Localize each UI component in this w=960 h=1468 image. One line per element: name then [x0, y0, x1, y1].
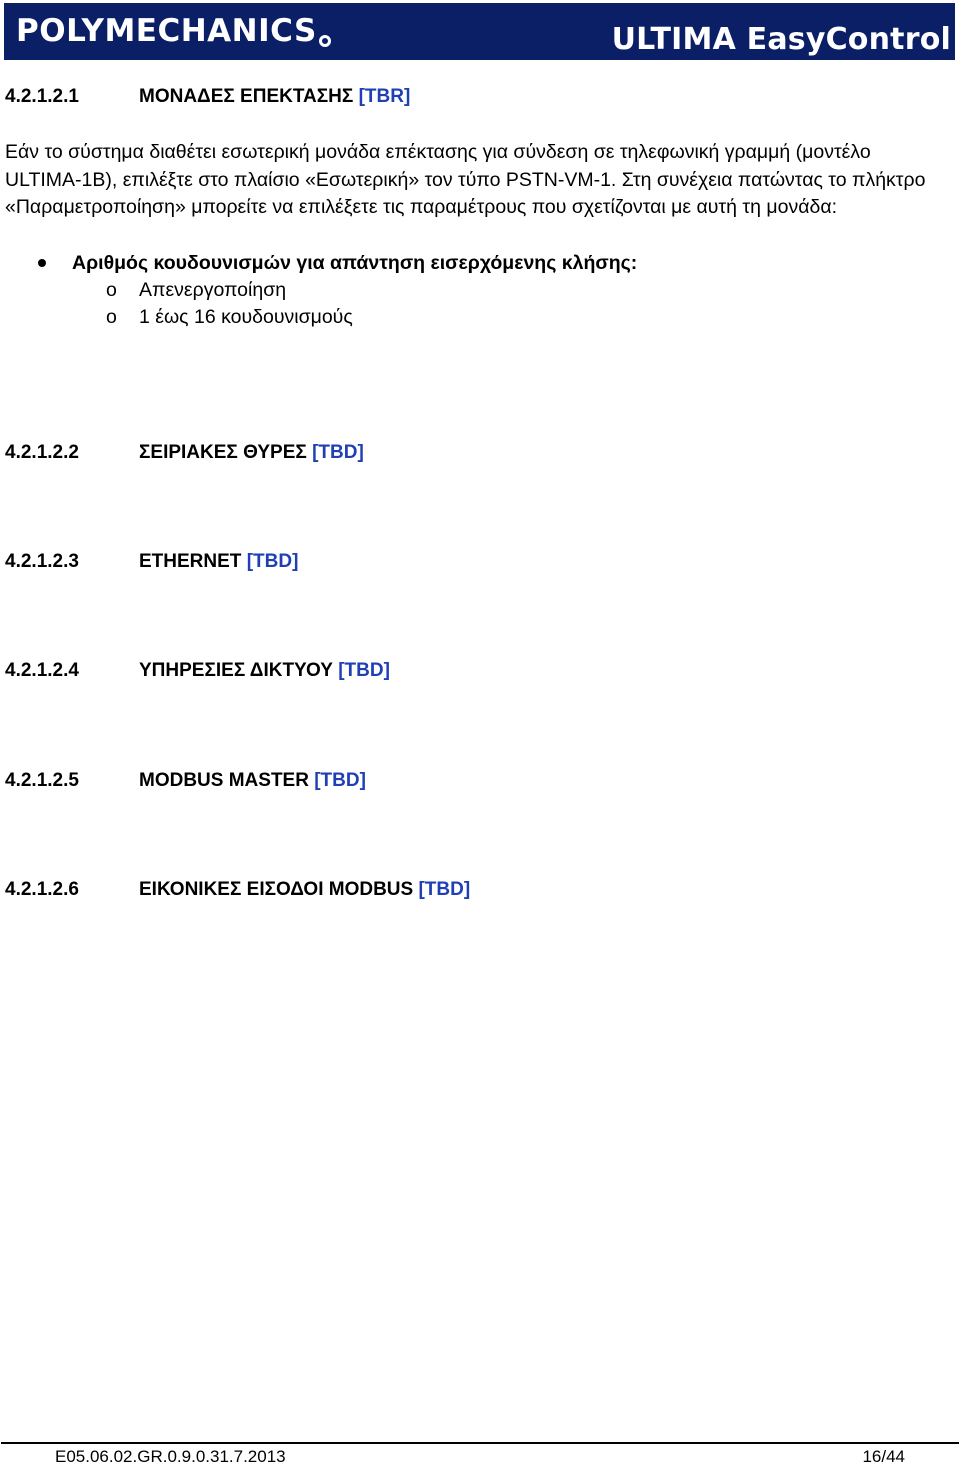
document-code: E05.06.02.GR.0.9.0.31.7.2013: [55, 1447, 286, 1466]
footer-divider: [1, 1442, 959, 1444]
sub-list-item: [106, 277, 286, 304]
section-heading: [5, 659, 390, 683]
section-title: MODBUS MASTER: [139, 770, 315, 791]
section-heading: [5, 441, 364, 465]
page-number: 16/44: [862, 1447, 905, 1466]
section-heading: [5, 878, 470, 902]
section-heading: [5, 85, 410, 109]
section-number: 4.2.1.2.5: [5, 770, 79, 791]
logo-mark-icon: [319, 35, 331, 47]
circle-bullet-icon: o: [106, 306, 117, 328]
section-number: 4.2.1.2.2: [5, 442, 79, 463]
section-title: ETHERNET: [139, 551, 247, 572]
section-tag: [TBD]: [312, 442, 364, 463]
section-tag: [TBR]: [358, 86, 411, 107]
product-name: ULTIMA EasyControl: [611, 22, 951, 57]
sub-item-text: Απενεργοποίηση: [139, 279, 287, 301]
brand-logo: POLYMECHANICS: [16, 13, 331, 49]
circle-bullet-icon: o: [106, 279, 117, 301]
page-header: [4, 3, 955, 60]
section-title: ΜΟΝΑΔΕΣ ΕΠΕΚΤΑΣΗΣ: [139, 86, 359, 107]
section-heading: [5, 769, 366, 793]
section-tag: [TBD]: [418, 879, 471, 900]
sub-list-item: [106, 304, 353, 331]
section-tag: [TBD]: [338, 660, 390, 681]
section-tag: [TBD]: [246, 551, 299, 572]
section-heading: [5, 550, 298, 574]
bullet-text: Αριθμός κουδουνισμών για απάντηση εισερχόμενης κλήσης:: [72, 252, 638, 274]
section-tag: [TBD]: [314, 770, 366, 791]
section-title: ΣΕΙΡΙΑΚΕΣ ΘΥΡΕΣ: [139, 442, 313, 463]
section-number: 4.2.1.2.6: [5, 879, 79, 900]
body-paragraph: Εάν το σύστημα διαθέτει εσωτερική μονάδα επέκτασης για σύνδεση σε τηλεφωνική γραμμή (μοντέλο ULTIMA-1B), επιλέξτε στο πλαίσιο «Εσωτερική» τον τύπο PSTN-VM-1. Στη συνέχεια πατώντας το πλήκτρο «Παραμετροποίηση» μπορείτε να επιλέξετε τις παραμέτρους που σχετίζονται με αυτή τη μονάδα:: [5, 141, 926, 218]
section-number: 4.2.1.2.4: [5, 660, 79, 681]
bullet-dot-icon: [38, 259, 46, 267]
sub-item-text: 1 έως 16 κουδουνισμούς: [139, 306, 353, 328]
section-number: 4.2.1.2.1: [5, 86, 79, 107]
section-title: ΥΠΗΡΕΣΙΕΣ ΔΙΚΤΥΟΥ: [139, 660, 339, 681]
section-number: 4.2.1.2.3: [5, 551, 79, 572]
section-title: ΕΙΚΟΝΙΚΕΣ ΕΙΣΟΔΟΙ MODBUS: [139, 879, 419, 900]
